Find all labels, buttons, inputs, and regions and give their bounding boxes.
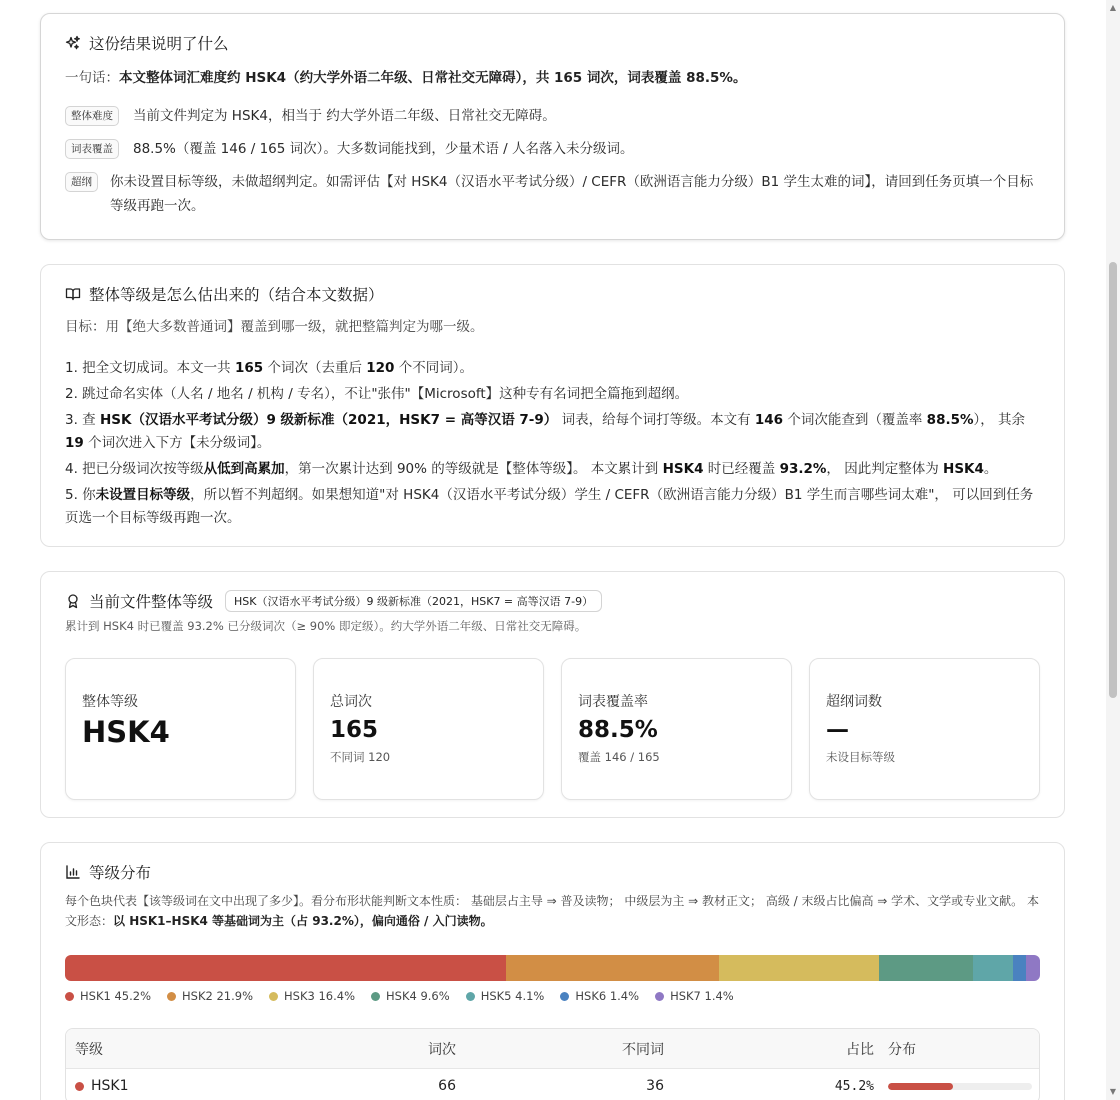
legend-dot-icon <box>466 992 475 1001</box>
bar-chart-icon <box>65 864 81 880</box>
stat-value: — <box>826 717 849 743</box>
stat-label: 整体等级 <box>82 694 138 710</box>
card-title <box>65 590 1040 612</box>
stat-value: HSK4 <box>82 715 170 749</box>
legend-label: HSK3 16.4% <box>284 989 355 1003</box>
award-icon <box>65 593 81 609</box>
legend-label: HSK1 45.2% <box>80 989 151 1003</box>
card-title-text: 等级分布 <box>89 864 152 882</box>
tag-out-of-scope: 超纲 <box>65 172 98 192</box>
distribution-legend <box>65 989 1040 1003</box>
scroll-up-icon[interactable]: ▲ <box>1109 3 1117 12</box>
cell-unique: 36 <box>646 1078 664 1094</box>
scrollbar-thumb[interactable] <box>1109 262 1117 698</box>
stat-grid <box>65 658 1040 800</box>
legend-label: HSK6 1.4% <box>575 989 640 1003</box>
level-distribution-card <box>40 842 1065 1100</box>
card-title <box>65 283 1040 305</box>
cell-distribution <box>874 1083 1024 1090</box>
method-step-1: 1. 把全文切成词。本文一共 165 个词次（去重后 120 个不同词）。 <box>65 360 473 376</box>
stat-sub: 未设目标等级 <box>826 750 895 764</box>
card-title-text: 整体等级是怎么估出来的（结合本文数据） <box>89 286 384 304</box>
report-page <box>40 13 1065 1100</box>
method-explanation-card <box>40 264 1065 547</box>
legend-label: HSK7 1.4% <box>670 989 734 1003</box>
share-bar-fill <box>888 1083 953 1090</box>
table-body <box>66 1069 1039 1100</box>
info-text: 当前文件判定为 HSK4，相当于 约大学外语二年级、日常社交无障碍。 <box>133 108 556 124</box>
card-title-text: 当前文件整体等级 <box>89 593 214 611</box>
book-open-icon <box>65 286 81 302</box>
legend-item-hsk2 <box>167 989 253 1003</box>
legend-dot-icon <box>167 992 176 1001</box>
method-step-4: 4. 把已分级词次按等级从低到高累加，第一次累计达到 90% 的等级就是【整体等级】。 本文累计到 HSK4 时已经覆盖 93.2%， 因此判定整体为 HSK4。 <box>65 461 998 477</box>
overall-level-card <box>40 571 1065 818</box>
summary-prefix: 一句话： <box>65 70 119 86</box>
col-header-level[interactable]: 等级 <box>75 1041 103 1058</box>
card-title-text: 这份结果说明了什么 <box>89 35 229 53</box>
legend-item-hsk4 <box>371 989 450 1003</box>
level-table <box>65 1028 1040 1100</box>
stat-label: 总词次 <box>330 694 372 710</box>
cell-share: 45.2% <box>834 1078 874 1094</box>
level-subtitle: 累计到 HSK4 时已覆盖 93.2% 已分级词次（≥ 90% 即定级）。约大学外语二年级、日常社交无障碍。 <box>65 619 587 633</box>
info-text: 88.5%（覆盖 146 / 165 词次）。大多数词能找到，少量术语 / 人名落入未分级词。 <box>133 141 634 157</box>
card-title <box>65 861 1040 883</box>
stat-out-of-scope <box>809 658 1040 800</box>
legend-item-hsk7 <box>655 989 734 1003</box>
summary-text: 本文整体词汇难度约 HSK4（约大学外语二年级、日常社交无障碍），共 165 词次，词表覆盖 88.5%。 <box>119 70 747 86</box>
cell-count: 66 <box>438 1078 456 1094</box>
stat-total-tokens <box>313 658 544 800</box>
desc-text: 每个色块代表【该等级词在文中出现了多少】。看分布形状能判断文本性质： 基础层占主导 ⇒ 普及读物； 中级层为主 ⇒ 教材正文； 高级 / 末级占比偏高 ⇒ 学术、文学或专业文献。 本文形态： <box>65 894 1039 928</box>
legend-item-hsk5 <box>466 989 545 1003</box>
method-step-5: 5. 你未设置目标等级，所以暂不判超纲。如果想知道"对 HSK4（汉语水平考试分级）学生 / CEFR（欧洲语言能力分级）B1 学生而言哪些词太难"， 可以回到任务页选一个目标等级再跑一次。 <box>65 487 1034 526</box>
col-header-distribution: 分布 <box>888 1041 916 1058</box>
stat-label: 词表覆盖率 <box>578 694 648 710</box>
distribution-description <box>65 891 1040 931</box>
legend-item-hsk3 <box>269 989 355 1003</box>
method-step-2: 2. 跳过命名实体（人名 / 地名 / 机构 / 专名），不让"张伟"【Microsoft】这种专有名词把全篇拖到超纲。 <box>65 386 689 402</box>
sparkles-icon <box>65 35 81 51</box>
method-steps <box>65 357 1040 530</box>
stack-segment-hsk7 <box>1026 955 1040 981</box>
info-text: 你未设置目标等级，未做超纲判定。如需评估【对 HSK4（汉语水平考试分级）/ CEFR（欧洲语言能力分级）B1 学生太难的词】，请回到任务页填一个目标等级再跑一次。 <box>110 174 1034 214</box>
stat-coverage <box>561 658 792 800</box>
stack-segment-hsk2 <box>506 955 720 981</box>
stack-segment-hsk3 <box>719 955 879 981</box>
stat-sub: 不同词 120 <box>330 750 391 764</box>
cell-level <box>66 1078 336 1094</box>
stat-value: 165 <box>330 717 379 743</box>
col-header-count[interactable]: 词次 <box>428 1041 456 1058</box>
tag-difficulty: 整体难度 <box>65 106 119 126</box>
col-header-share[interactable]: 占比 <box>846 1041 874 1058</box>
stack-segment-hsk6 <box>1013 955 1027 981</box>
scroll-down-icon[interactable]: ▼ <box>1109 1087 1117 1096</box>
legend-label: HSK5 4.1% <box>480 989 545 1003</box>
tag-coverage: 词表覆盖 <box>65 139 119 159</box>
stat-label: 超纲词数 <box>826 694 882 710</box>
info-row-coverage <box>65 137 1040 161</box>
result-explanation-card <box>40 13 1065 240</box>
legend-item-hsk1 <box>65 989 151 1003</box>
level-name: HSK1 <box>91 1078 129 1094</box>
stack-segment-hsk5 <box>973 955 1013 981</box>
legend-label: HSK2 21.9% <box>182 989 253 1003</box>
legend-dot-icon <box>65 992 74 1001</box>
share-bar <box>888 1083 1032 1090</box>
goal-text: 目标：用【绝大多数普通词】覆盖到哪一级，就把整篇判定为哪一级。 <box>65 319 484 335</box>
col-header-unique[interactable]: 不同词 <box>622 1041 664 1058</box>
legend-dot-icon <box>655 992 664 1001</box>
table-header <box>66 1029 1039 1069</box>
info-row-difficulty <box>65 104 1040 128</box>
standard-badge: HSK（汉语水平考试分级）9 级新标准（2021，HSK7 = 高等汉语 7-9） <box>225 590 602 612</box>
card-title <box>65 32 1040 54</box>
distribution-stacked-bar <box>65 955 1040 981</box>
legend-dot-icon <box>269 992 278 1001</box>
info-row-out-of-scope <box>65 170 1040 218</box>
legend-item-hsk6 <box>560 989 639 1003</box>
stat-value: 88.5% <box>578 717 658 743</box>
legend-dot-icon <box>371 992 380 1001</box>
stack-segment-hsk1 <box>65 955 506 981</box>
method-step-3: 3. 查 HSK（汉语水平考试分级）9 级新标准（2021，HSK7 = 高等汉语 7-9） 词表，给每个词打等级。本文有 146 个词次能查到（覆盖率 88.5%）， 其余 19 个词次进入下方【未分级词】。 <box>65 412 1026 451</box>
summary-line <box>65 66 1040 86</box>
info-rows <box>65 104 1040 218</box>
legend-dot-icon <box>560 992 569 1001</box>
stat-sub: 覆盖 146 / 165 <box>578 750 660 764</box>
table-row <box>66 1069 1039 1100</box>
level-dot-icon <box>75 1082 84 1091</box>
desc-conclusion: 以 HSK1–HSK4 等基础词为主（占 93.2%），偏向通俗 / 入门读物。 <box>113 914 493 928</box>
scrollbar[interactable] <box>1106 0 1120 1100</box>
stack-segment-hsk4 <box>879 955 973 981</box>
stat-overall-level <box>65 658 296 800</box>
legend-label: HSK4 9.6% <box>386 989 450 1003</box>
